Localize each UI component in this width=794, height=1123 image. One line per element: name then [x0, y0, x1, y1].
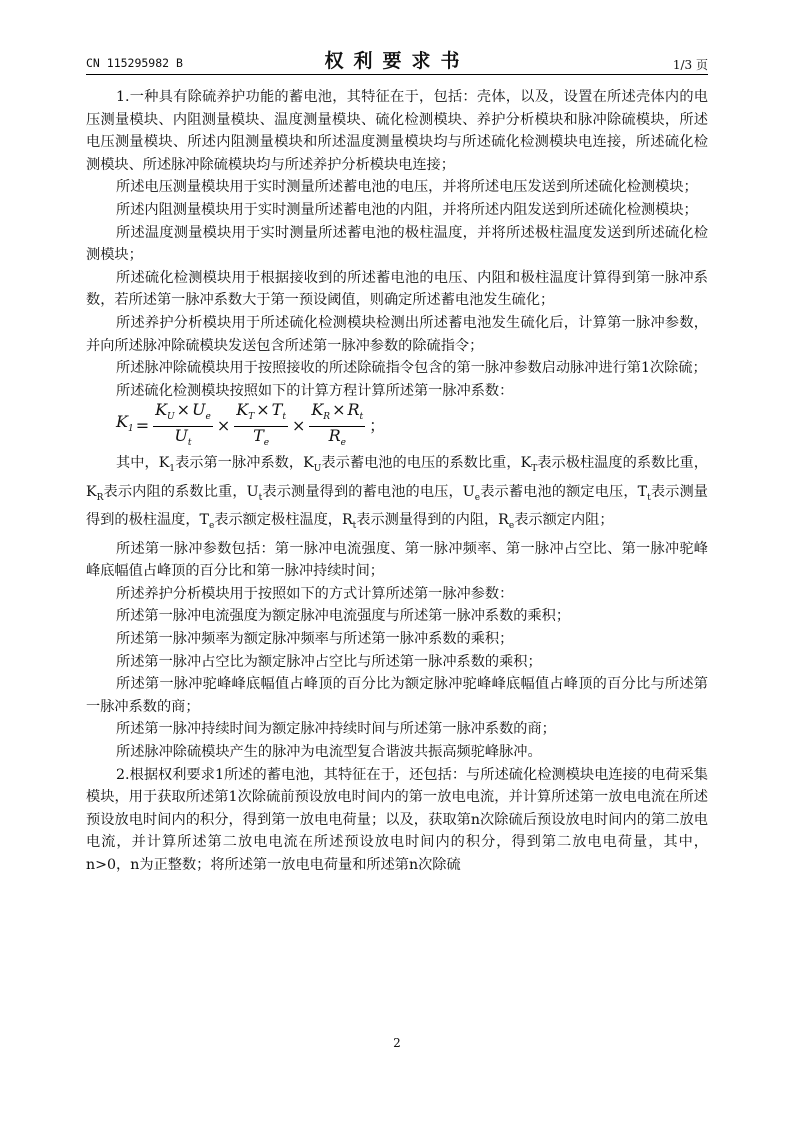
- claim-paragraph: 所述硫化检测模块用于根据接收到的所述蓄电池的电压、内阻和极柱温度计算得到第一脉冲系数，若所述第一脉冲系数大于第一预设阈值，则确定所述蓄电池发生硫化；: [86, 269, 708, 309]
- pulse-coefficient-formula: [116, 399, 708, 448]
- claim-paragraph: 所述第一脉冲驼峰峰底幅值占峰顶的百分比为额定脉冲驼峰峰底幅值占峰顶的百分比与所述第一脉冲系数的商；: [86, 676, 708, 715]
- formula-times: ×: [216, 416, 231, 436]
- claim-paragraph: 所述第一脉冲持续时间为额定脉冲持续时间与所述第一脉冲系数的商；: [116, 721, 556, 738]
- claim-paragraph: 所述第一脉冲电流强度为额定脉冲电流强度与所述第一脉冲系数的乘积；: [116, 608, 571, 625]
- claim-paragraph: 2.根据权利要求1所述的蓄电池，其特征在于，还包括：与所述硫化检测模块电连接的电荷采集模块，用于获取所述第1次除硫前预设放电时间内的第一放电电流，并计算所述第一放电电流在所述预设放电时间内的积分，得到第一放电电荷量；以及，获取第n次除硫后预设放电时间内的第二放电电流，并计算所述第二放电电流在所述预设放电时间内的积分，得到第二放电电荷量，其中，n>0，n为正整数；将所述第一放电电荷量和所述第n次除硫: [86, 766, 708, 873]
- formula-times: ×: [291, 416, 306, 436]
- patent-number: CN 115295982 B: [86, 56, 183, 70]
- formula-lhs: $K_1$: [116, 412, 134, 435]
- claim-paragraph: 所述硫化检测模块按照如下的计算方程计算所述第一脉冲系数：: [116, 382, 514, 399]
- claim-paragraph: 所述第一脉冲占空比为额定脉冲占空比与所述第一脉冲系数的乘积；: [116, 653, 542, 670]
- formula-end: ；: [369, 416, 386, 436]
- claim-paragraph: 所述养护分析模块用于所述硫化检测模块检测出所述蓄电池发生硫化后，计算第一脉冲参数，并向所述脉冲除硫模块发送包含所述第一脉冲参数的除硫指令；: [86, 314, 708, 354]
- page-header: [86, 50, 708, 74]
- formula-term-temperature: $\frac{K_T \times T_t}{T_e}$: [236, 399, 286, 448]
- claim-paragraph: 所述第一脉冲参数包括：第一脉冲电流强度、第一脉冲频率、第一脉冲占空比、第一脉冲驼峰峰底幅值占峰顶的百分比和第一脉冲持续时间；: [86, 540, 708, 580]
- claim-paragraph: 所述脉冲除硫模块产生的脉冲为电流型复合谐波共振高频驼峰脉冲。: [116, 743, 542, 760]
- variable-definitions: 其中，$K_1$表示第一脉冲系数，$K_U$表示蓄电池的电压的系数比重，$K_T$表示极柱温度的系数比重，$K_R$表示内阻的系数比重，$U_t$表示测量得到的蓄电池的电压，$U_e$表示蓄电池的额定电压，$T_t$表示测量得到的极柱温度，$T_e$表示额定极柱温度，$R_t$表示测量得到的内阻，$R_e$表示额定内阻；: [86, 455, 708, 531]
- page-indicator: 1/3 页: [672, 58, 708, 72]
- page-number: 2: [393, 1036, 401, 1050]
- claim-paragraph: 所述脉冲除硫模块用于按照接收的所述除硫指令包含的第一脉冲参数启动脉冲进行第1次除硫；: [116, 360, 707, 377]
- formula-term-resistance: $\frac{K_R \times R_t}{R_e}$: [311, 399, 364, 448]
- claim-paragraph: 1.一种具有除硫养护功能的蓄电池，其特征在于，包括：壳体，以及，设置在所述壳体内的电压测量模块、内阻测量模块、温度测量模块、硫化检测模块、养护分析模块和脉冲除硫模块，所述电压测量模块、所述内阻测量模块和所述温度测量模块均与所述硫化检测模块电连接，所述硫化检测模块、所述脉冲除硫模块均与所述养护分析模块电连接；: [86, 89, 708, 173]
- claim-paragraph: 所述内阻测量模块用于实时测量所述蓄电池的内阻，并将所述内阻发送到所述硫化检测模块；: [116, 201, 698, 218]
- document-title: 权利要求书: [324, 50, 470, 72]
- formula-equals: =: [135, 416, 150, 436]
- claim-paragraph: 所述温度测量模块用于实时测量所述蓄电池的极柱温度，并将所述极柱温度发送到所述硫化检测模块；: [86, 224, 708, 264]
- claim-paragraph: 所述电压测量模块用于实时测量所述蓄电池的电压，并将所述电压发送到所述硫化检测模块；: [116, 179, 698, 196]
- header-rule: [86, 74, 708, 75]
- claim-paragraph: 所述第一脉冲频率为额定脉冲频率与所述第一脉冲系数的乘积；: [116, 630, 514, 647]
- formula-term-voltage: $\frac{K_U \times U_e}{U_t}$: [155, 399, 211, 448]
- claim-paragraph: 所述养护分析模块用于按照如下的方式计算所述第一脉冲参数：: [116, 585, 514, 602]
- claims-body: [86, 86, 708, 876]
